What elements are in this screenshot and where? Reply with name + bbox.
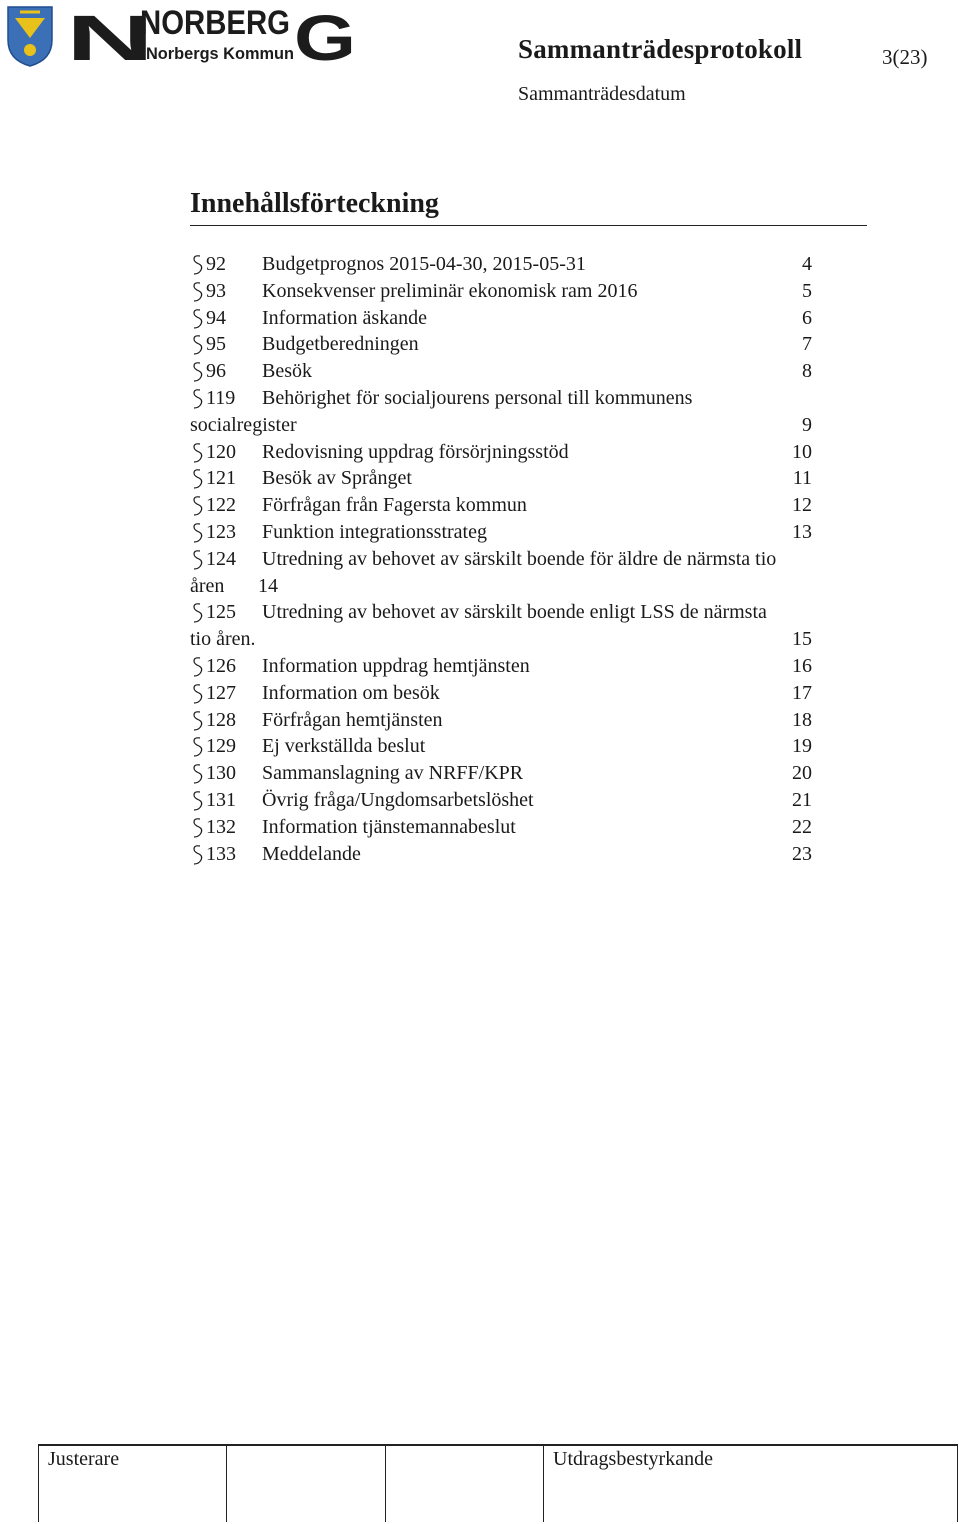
toc-entry — [190, 653, 862, 680]
toc-entry-continuation — [190, 412, 862, 439]
section-number: 121 — [206, 467, 236, 490]
svg-text:Norbergs Kommun: Norbergs Kommun — [146, 44, 294, 63]
page-ref: 14 — [258, 574, 278, 597]
page-ref: 5 — [802, 279, 812, 302]
toc-heading: Innehållsförteckning — [190, 188, 439, 219]
section-title: Sammanslagning av NRFF/KPR — [262, 762, 524, 785]
toc-entry-row — [190, 519, 862, 546]
page-ref: 17 — [792, 681, 812, 704]
section-sign-icon — [190, 736, 204, 758]
page-ref: 21 — [792, 788, 812, 811]
section-sign-icon — [190, 388, 204, 410]
section-title: Behörighet för socialjourens personal till kommunens — [262, 386, 693, 409]
section-title: Meddelande — [262, 842, 361, 865]
footer-divider — [385, 1444, 386, 1522]
toc-entry-row — [190, 653, 862, 680]
section-number: 92 — [206, 253, 226, 275]
page-ref: 19 — [792, 735, 812, 758]
section-sign-icon — [190, 308, 204, 330]
page-ref: 22 — [792, 815, 812, 838]
toc-entry-row — [190, 331, 862, 358]
toc-entry-row — [190, 707, 862, 734]
document-title: Sammanträdesprotokoll — [518, 34, 803, 64]
page-ref: 4 — [802, 253, 812, 275]
toc-entry — [190, 599, 862, 653]
section-number: 131 — [206, 788, 236, 811]
toc-entry-row — [190, 465, 862, 492]
section-title: Information äskande — [262, 306, 427, 329]
toc-entry-row — [190, 439, 862, 466]
section-number: 119 — [206, 386, 236, 409]
section-sign-icon — [190, 710, 204, 732]
toc-entry — [190, 278, 862, 305]
section-number: 132 — [206, 815, 236, 838]
footer-top-line — [38, 1444, 958, 1446]
section-title: Förfrågan från Fagersta kommun — [262, 494, 527, 517]
svg-text:G: G — [294, 4, 356, 68]
page-ref: 6 — [802, 306, 812, 329]
toc-list — [190, 251, 862, 867]
svg-text:NORBERG: NORBERG — [140, 4, 290, 42]
page-ref: 20 — [792, 762, 812, 785]
section-sign-icon — [190, 522, 204, 544]
section-title: Besök — [262, 360, 312, 383]
toc-entry — [190, 385, 862, 439]
toc-entry — [190, 787, 862, 814]
toc-entry — [190, 841, 862, 868]
toc-entry-row — [190, 358, 862, 385]
toc-entry — [190, 358, 862, 385]
coat-of-arms-icon — [8, 7, 52, 66]
section-number: 127 — [206, 681, 236, 704]
toc-entry-continuation — [190, 573, 862, 600]
section-title: Budgetprognos 2015-04-30, 2015-05-31 — [262, 253, 586, 275]
section-title: Funktion integrationsstrateg — [262, 520, 487, 543]
section-number: 130 — [206, 762, 236, 785]
page-ref: 11 — [792, 467, 812, 490]
section-sign-icon — [190, 281, 204, 303]
page-ref: 12 — [792, 494, 812, 517]
toc-entry-row — [190, 814, 862, 841]
section-number: 123 — [206, 520, 236, 543]
section-title-continuation: åren — [190, 574, 225, 597]
section-sign-icon — [190, 254, 204, 276]
section-sign-icon — [190, 844, 204, 866]
toc-entry-row — [190, 305, 862, 332]
footer-divider — [957, 1444, 958, 1522]
toc-entry-row — [190, 841, 862, 868]
utdragsbestyrkande-label: Utdragsbestyrkande — [553, 1448, 713, 1470]
toc-entry — [190, 331, 862, 358]
toc-entry-row — [190, 599, 862, 626]
section-number: 95 — [206, 333, 226, 356]
section-number: 96 — [206, 360, 226, 383]
footer-divider — [38, 1444, 39, 1522]
section-number: 133 — [206, 842, 236, 865]
section-sign-icon — [190, 683, 204, 705]
toc-entry — [190, 760, 862, 787]
toc-entry-row — [190, 385, 862, 412]
page-ref: 8 — [802, 360, 812, 383]
toc-entry-row — [190, 787, 862, 814]
page-ref: 18 — [792, 708, 812, 731]
toc-entry — [190, 465, 862, 492]
toc-entry — [190, 251, 862, 278]
section-number: 124 — [206, 547, 236, 570]
page-ref: 7 — [802, 333, 812, 356]
section-number: 126 — [206, 654, 236, 677]
toc-entry — [190, 707, 862, 734]
toc-entry — [190, 519, 862, 546]
toc-entry-row — [190, 760, 862, 787]
page-ref: 23 — [792, 842, 812, 865]
section-title: Utredning av behovet av särskilt boende enligt LSS de närmsta — [262, 601, 767, 624]
section-title-continuation: socialregister — [190, 413, 297, 436]
norberg-logo — [6, 4, 356, 68]
section-sign-icon — [190, 495, 204, 517]
toc-entry-row — [190, 680, 862, 707]
section-title: Redovisning uppdrag försörjningsstöd — [262, 440, 569, 463]
section-sign-icon — [190, 334, 204, 356]
toc-entry — [190, 680, 862, 707]
section-title: Information om besök — [262, 681, 440, 704]
toc-entry — [190, 305, 862, 332]
section-title-continuation: tio åren. — [190, 628, 256, 651]
footer-divider — [226, 1444, 227, 1522]
page-ref: 9 — [802, 413, 812, 436]
section-title: Förfrågan hemtjänsten — [262, 708, 443, 731]
section-title: Konsekvenser preliminär ekonomisk ram 2016 — [262, 279, 638, 302]
section-title: Utredning av behovet av särskilt boende för äldre de närmsta tio — [262, 547, 777, 570]
toc-entry-continuation — [190, 626, 862, 653]
toc-entry-row — [190, 733, 862, 760]
svg-text:N: N — [66, 4, 154, 68]
toc-entry-row — [190, 546, 862, 573]
section-sign-icon — [190, 656, 204, 678]
toc-entry — [190, 492, 862, 519]
page-ref: 10 — [792, 440, 812, 463]
page-number: 3(23) — [882, 45, 928, 69]
section-number: 94 — [206, 306, 226, 329]
meeting-date-label: Sammanträdesdatum — [518, 83, 686, 105]
section-sign-icon — [190, 361, 204, 383]
toc-entry — [190, 439, 862, 466]
toc-entry-row — [190, 492, 862, 519]
section-title: Besök av Språnget — [262, 467, 412, 490]
toc-entry — [190, 546, 862, 600]
section-title: Ej verkställda beslut — [262, 735, 426, 758]
signature-footer — [38, 1444, 958, 1522]
section-title: Information uppdrag hemtjänsten — [262, 654, 530, 677]
section-sign-icon — [190, 817, 204, 839]
section-number: 129 — [206, 735, 236, 758]
section-number: 128 — [206, 708, 236, 731]
page-ref: 13 — [792, 520, 812, 543]
page-ref: 16 — [792, 654, 812, 677]
section-sign-icon — [190, 468, 204, 490]
section-number: 120 — [206, 440, 236, 463]
justerare-label: Justerare — [48, 1448, 120, 1470]
toc-entry — [190, 814, 862, 841]
toc-entry — [190, 733, 862, 760]
section-number: 122 — [206, 494, 236, 517]
toc-entry-row — [190, 278, 862, 305]
page-ref: 15 — [792, 628, 812, 651]
section-sign-icon — [190, 442, 204, 464]
toc-entry-row — [190, 251, 862, 278]
toc-divider — [190, 225, 867, 226]
footer-divider — [543, 1444, 544, 1522]
section-sign-icon — [190, 763, 204, 785]
section-sign-icon — [190, 790, 204, 812]
section-title: Övrig fråga/Ungdomsarbetslöshet — [262, 788, 534, 811]
section-number: 93 — [206, 279, 226, 302]
section-sign-icon — [190, 549, 204, 571]
section-number: 125 — [206, 601, 236, 624]
section-sign-icon — [190, 602, 204, 624]
section-title: Information tjänstemannabeslut — [262, 815, 516, 838]
section-title: Budgetberedningen — [262, 333, 419, 356]
